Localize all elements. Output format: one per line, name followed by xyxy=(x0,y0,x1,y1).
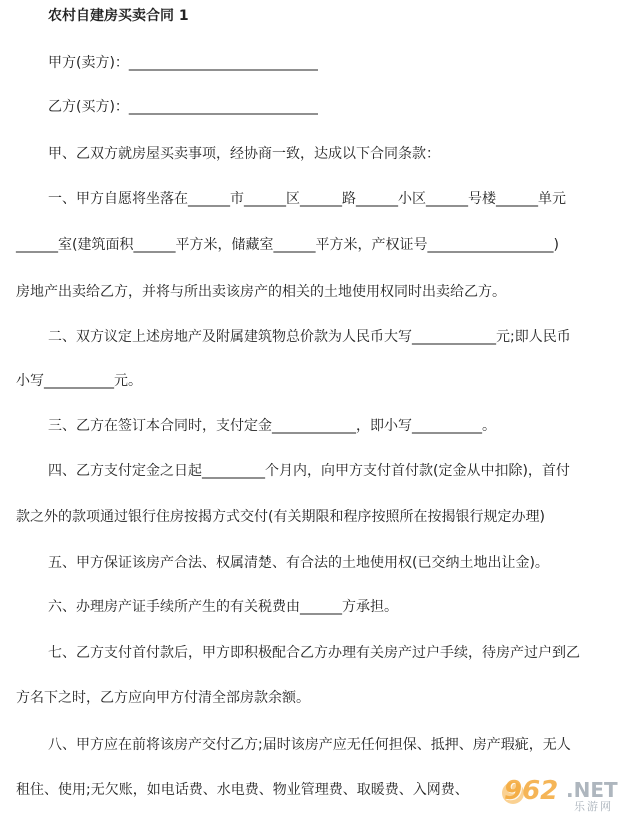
watermark-number: 962 xyxy=(504,776,559,806)
document-title: 农村自建房买卖合同 1 xyxy=(48,8,189,24)
clause-1-line-3: 房地产出卖给乙方，并将与所出卖该房产的相关的土地使用权同时出卖给乙方。 xyxy=(16,284,506,300)
clause-7-line-1: 七、乙方支付首付款后，甲方即积极配合乙方办理有关房产过户手续，待房产过户到乙 xyxy=(48,645,580,661)
clause-3: 三、乙方在签订本合同时，支付定金____________，即小写__________。 xyxy=(48,418,496,434)
watermark-cn-label: 乐游网 xyxy=(574,800,613,813)
clause-2-line-1: 二、双方议定上述房地产及附属建筑物总价款为人民币大写____________元;即人民币 xyxy=(48,329,571,345)
clause-1-line-1: 一、甲方自愿将坐落在______市______区______路______小区______号楼______单元 xyxy=(48,191,566,207)
site-watermark xyxy=(504,776,634,816)
clause-6: 六、办理房产证手续所产生的有关税费由______方承担。 xyxy=(48,599,398,615)
clause-2-line-2: 小写__________元。 xyxy=(16,373,142,389)
clause-7-line-2: 方名下之时，乙方应向甲方付清全部房款余额。 xyxy=(16,690,310,706)
clause-4-line-2: 款之外的款项通过银行住房按揭方式交付(有关期限和程序按照所在按揭银行规定办理) xyxy=(16,509,545,525)
clause-8-line-2: 租住、使用;无欠账，如电话费、水电费、物业管理费、取暖费、入网费、 xyxy=(16,782,469,798)
clause-5: 五、甲方保证该房产合法、权属清楚、有合法的土地使用权(已交纳土地出让金)。 xyxy=(48,555,549,571)
party-b-line: 乙方(买方)：___________________________ xyxy=(48,99,318,115)
intro-paragraph: 甲、乙双方就房屋买卖事项，经协商一致，达成以下合同条款： xyxy=(48,146,440,162)
party-a-line: 甲方(卖方)：___________________________ xyxy=(48,55,318,71)
clause-4-line-1: 四、乙方支付定金之日起_________个月内，向甲方支付首付款(定金从中扣除)，首付 xyxy=(48,463,570,479)
clause-1-line-2: ______室(建筑面积______平方米，储藏室______平方米，产权证号__________________) xyxy=(16,237,559,253)
watermark-domain: .NET xyxy=(566,778,618,802)
clause-8-line-1: 八、甲方应在前将该房产交付乙方;届时该房产应无任何担保、抵押、房产瑕疵，无人 xyxy=(48,737,571,753)
